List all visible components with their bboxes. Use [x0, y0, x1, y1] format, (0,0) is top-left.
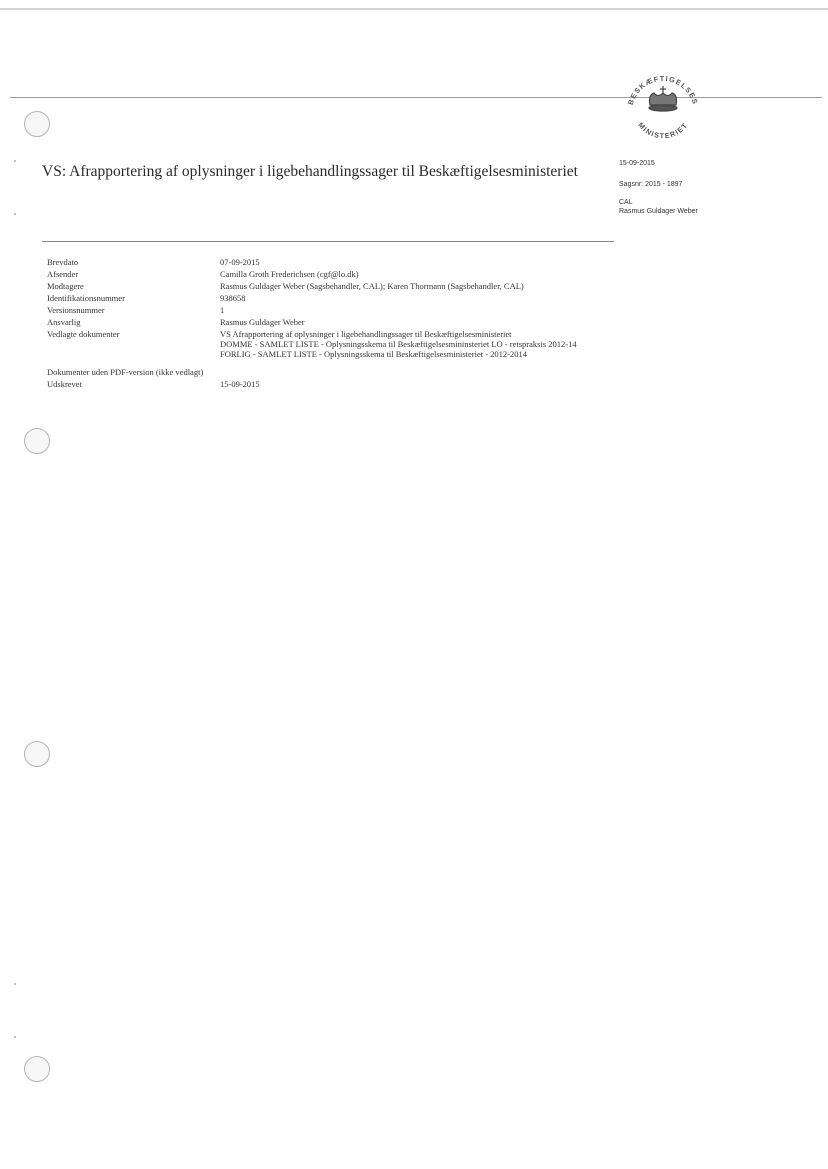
meta-initials: CAL — [619, 199, 633, 206]
field-label: Identifikationsnummer — [47, 293, 125, 303]
field-value: 938658 — [220, 293, 246, 303]
field-label: Udskrevet — [47, 379, 82, 389]
field-afsender — [47, 269, 612, 279]
field-modtagere — [47, 281, 612, 291]
attachment-list — [220, 329, 612, 359]
field-label: Modtagere — [47, 281, 84, 291]
punch-hole-3 — [24, 741, 50, 767]
field-value: 15-09-2015 — [220, 379, 260, 389]
crown-icon — [649, 86, 677, 111]
sender-email-link[interactable]: Camilla Groth Frederichsen (cgf@lo.dk) — [220, 269, 359, 279]
scan-speck — [14, 983, 16, 985]
svg-text:MINISTERIET — [636, 121, 689, 141]
title-rule — [42, 241, 614, 242]
field-label: Vedlagte dokumenter — [47, 329, 120, 339]
field-value: Rasmus Guldager Weber (Sagsbehandler, CAL); Karen Thormann (Sagsbehandler, CAL) — [220, 281, 524, 291]
meta-case-number: Sagsnr: 2015 - 1897 — [619, 181, 683, 188]
field-value: Rasmus Guldager Weber — [220, 317, 305, 327]
punch-hole-2 — [24, 428, 50, 454]
field-vedlagte-dokumenter — [47, 329, 612, 359]
meta-person: Rasmus Guldager Weber — [619, 208, 698, 215]
metadata-fields — [47, 257, 612, 391]
page-top-edge — [0, 8, 828, 10]
field-brevdato — [47, 257, 612, 267]
field-label: Versionsnummer — [47, 305, 105, 315]
attachment-item[interactable]: DOMME - SAMLET LISTE - Oplysningsskema til Beskæftigelsesmininsteriet LO - retspraksis 2012-14 — [220, 339, 577, 349]
punch-hole-1 — [24, 111, 50, 137]
field-label: Ansvarlig — [47, 317, 81, 327]
field-value: 07-09-2015 — [220, 257, 260, 267]
seal-text-top: BESKÆFTIGELSES — [625, 73, 701, 107]
field-label: Afsender — [47, 269, 79, 279]
scan-speck — [14, 213, 16, 215]
field-ansvarlig — [47, 317, 612, 327]
scan-speck — [14, 160, 16, 162]
attachment-item[interactable]: VS Afrapportering af oplysninger i ligebehandlingssager til Beskæftigelsesministeriet — [220, 329, 512, 339]
scan-speck — [14, 1036, 16, 1038]
attachment-item[interactable]: FORLIG - SAMLET LISTE - Oplysningsskema til Beskæftigelsesministeriet - 2012-2014 — [220, 349, 528, 359]
field-versionsnummer — [47, 305, 612, 315]
field-label: Brevdato — [47, 257, 79, 267]
seal-text-bottom: MINISTERIET — [636, 120, 690, 141]
ministry-seal — [618, 64, 708, 148]
field-udskrevet — [47, 379, 612, 389]
field-uden-pdf — [47, 367, 612, 377]
field-label: Dokumenter uden PDF-version (ikke vedlagt) — [47, 367, 204, 377]
document-title: VS: Afrapportering af oplysninger i ligebehandlingssager til Beskæftigelsesministeriet — [42, 163, 578, 180]
field-value: 1 — [220, 305, 225, 315]
punch-hole-4 — [24, 1056, 50, 1082]
meta-date: 15-09-2015 — [619, 160, 655, 167]
field-value — [220, 367, 612, 377]
field-identifikationsnummer — [47, 293, 612, 303]
